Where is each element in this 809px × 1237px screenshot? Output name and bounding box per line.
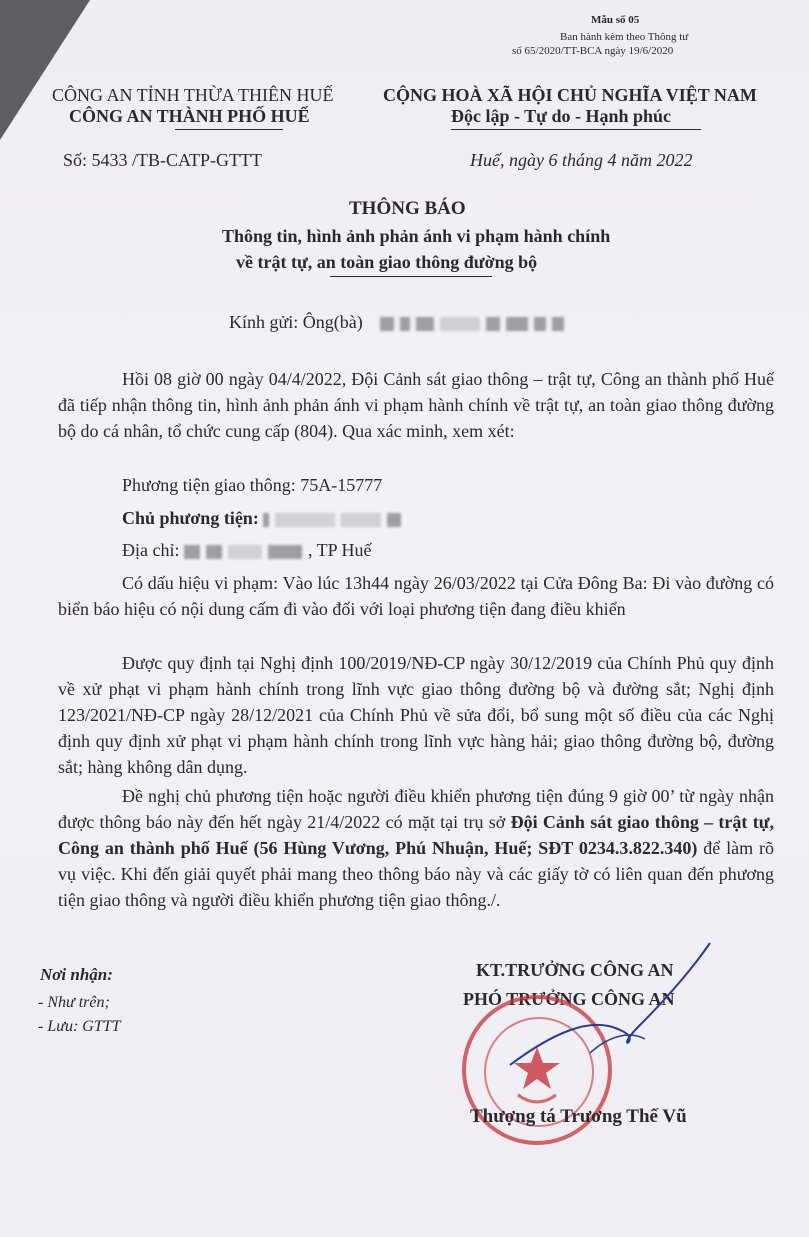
- redacted-name: [486, 317, 500, 331]
- recipient-item-2: - Lưu: GTTT: [38, 1018, 121, 1035]
- form-issued-by: Ban hành kèm theo Thông tư: [560, 31, 689, 43]
- redacted-address: [206, 545, 222, 559]
- signer-name: Thượng tá Trương Thế Vũ: [470, 1106, 687, 1127]
- motto-underline: [451, 129, 701, 130]
- recipient-item-1: - Như trên;: [38, 994, 110, 1011]
- document-subtitle-2: về trật tự, an toàn giao thông đường bộ: [236, 252, 538, 272]
- signature-title-2: PHÓ TRƯỞNG CÔNG AN: [463, 989, 675, 1009]
- signature-title-1: KT.TRƯỞNG CÔNG AN: [476, 960, 674, 980]
- document-subtitle-1: Thông tin, hình ảnh phản ánh vi phạm hành chính: [222, 226, 611, 246]
- request-location: Đội Cảnh sát giao thông – trật tự, Công an thành phố Huế (56 Hùng Vương, Phú Nhuận, Huế; SĐT 0234.3.822.340): [58, 812, 774, 858]
- state-name: CỘNG HOÀ XÃ HỘI CHỦ NGHĨA VIỆT NAM: [383, 85, 757, 105]
- paragraph-violation: Có dấu hiệu vi phạm: Vào lúc 13h44 ngày 26/03/2022 tại Cửa Đông Ba: Đi vào đường có biển báo hiệu có nội dung cấm đi vào đối với loại phương tiện đang điều khiển: [58, 573, 774, 619]
- address-label: Địa chỉ:: [122, 540, 180, 560]
- document-date: Huế, ngày 6 tháng 4 năm 2022: [470, 150, 693, 170]
- redacted-owner: [263, 513, 269, 527]
- handwritten-signature: [470, 935, 730, 1085]
- recipient-line: [229, 309, 570, 335]
- agency-name: CÔNG AN THÀNH PHỐ HUẾ: [69, 106, 310, 126]
- address-suffix: , TP Huế: [307, 540, 372, 560]
- redacted-owner: [275, 513, 335, 527]
- redacted-owner: [341, 513, 381, 527]
- redacted-address: [268, 545, 302, 559]
- redacted-name: [380, 317, 394, 331]
- redacted-name: [400, 317, 410, 331]
- title-underline: [330, 276, 492, 277]
- redacted-name: [440, 317, 480, 331]
- request-text-end: để làm rõ vụ việc. Khi đến giải quyết phải mang theo thông báo này và các giấy tờ có liên quan đến phương tiện giao thông và người điều khiển phương tiện giao thông./.: [58, 838, 774, 910]
- redacted-name: [534, 317, 546, 331]
- paragraph-request: [58, 783, 774, 913]
- state-motto: Độc lập - Tự do - Hạnh phúc: [451, 106, 672, 126]
- paragraph-intro: Hồi 08 giờ 00 ngày 04/4/2022, Đội Cảnh sát giao thông – trật tự, Công an thành phố Huế đã tiếp nhận thông tin, hình ảnh phản ánh vi phạm hành chính về trật tự, an toàn giao thông đường bộ do cá nhân, tổ chức cung cấp (804). Qua xác minh, xem xét:: [58, 369, 774, 441]
- redacted-owner: [387, 513, 401, 527]
- redacted-name: [506, 317, 528, 331]
- document-title: THÔNG BÁO: [349, 198, 466, 219]
- redacted-address: [228, 545, 262, 559]
- redacted-name: [416, 317, 434, 331]
- parent-agency: CÔNG AN TỈNH THỪA THIÊN HUẾ: [52, 85, 334, 105]
- vehicle-line: Phương tiện giao thông: 75A-15777: [122, 475, 383, 495]
- recipients-heading: Nơi nhận:: [40, 965, 113, 984]
- address-line: [122, 537, 372, 563]
- redacted-name: [552, 317, 564, 331]
- owner-line: [122, 505, 407, 531]
- recipient-label: Kính gửi: Ông(bà): [229, 312, 363, 332]
- document-number: Số: 5433 /TB-CATP-GTTT: [63, 150, 263, 170]
- request-text-start: Đề nghị chủ phương tiện hoặc người điều khiển phương tiện đúng 9 giờ 00’ từ ngày nhận được thông báo này đến hết ngày 21/4/2022 có mặt tại trụ sở: [58, 786, 774, 832]
- agency-underline: [175, 129, 283, 130]
- form-number: Mẫu số 05: [591, 14, 640, 26]
- redacted-address: [184, 545, 200, 559]
- form-circular: số 65/2020/TT-BCA ngày 19/6/2020: [512, 45, 674, 57]
- owner-label: Chủ phương tiện:: [122, 508, 259, 528]
- paragraph-legal-basis: Được quy định tại Nghị định 100/2019/NĐ-CP ngày 30/12/2019 của Chính Phủ quy định về xử phạt vi phạm hành chính trong lĩnh vực giao thông đường bộ và đường sắt; Nghị định 123/2021/NĐ-CP ngày 28/12/2021 của Chính Phủ về sửa đổi, bổ sung một số điều của các Nghị định quy định xử phạt vi phạm hành chính trong lĩnh vực hàng hải; giao thông đường bộ, đường sắt; hàng không dân dụng.: [58, 653, 774, 777]
